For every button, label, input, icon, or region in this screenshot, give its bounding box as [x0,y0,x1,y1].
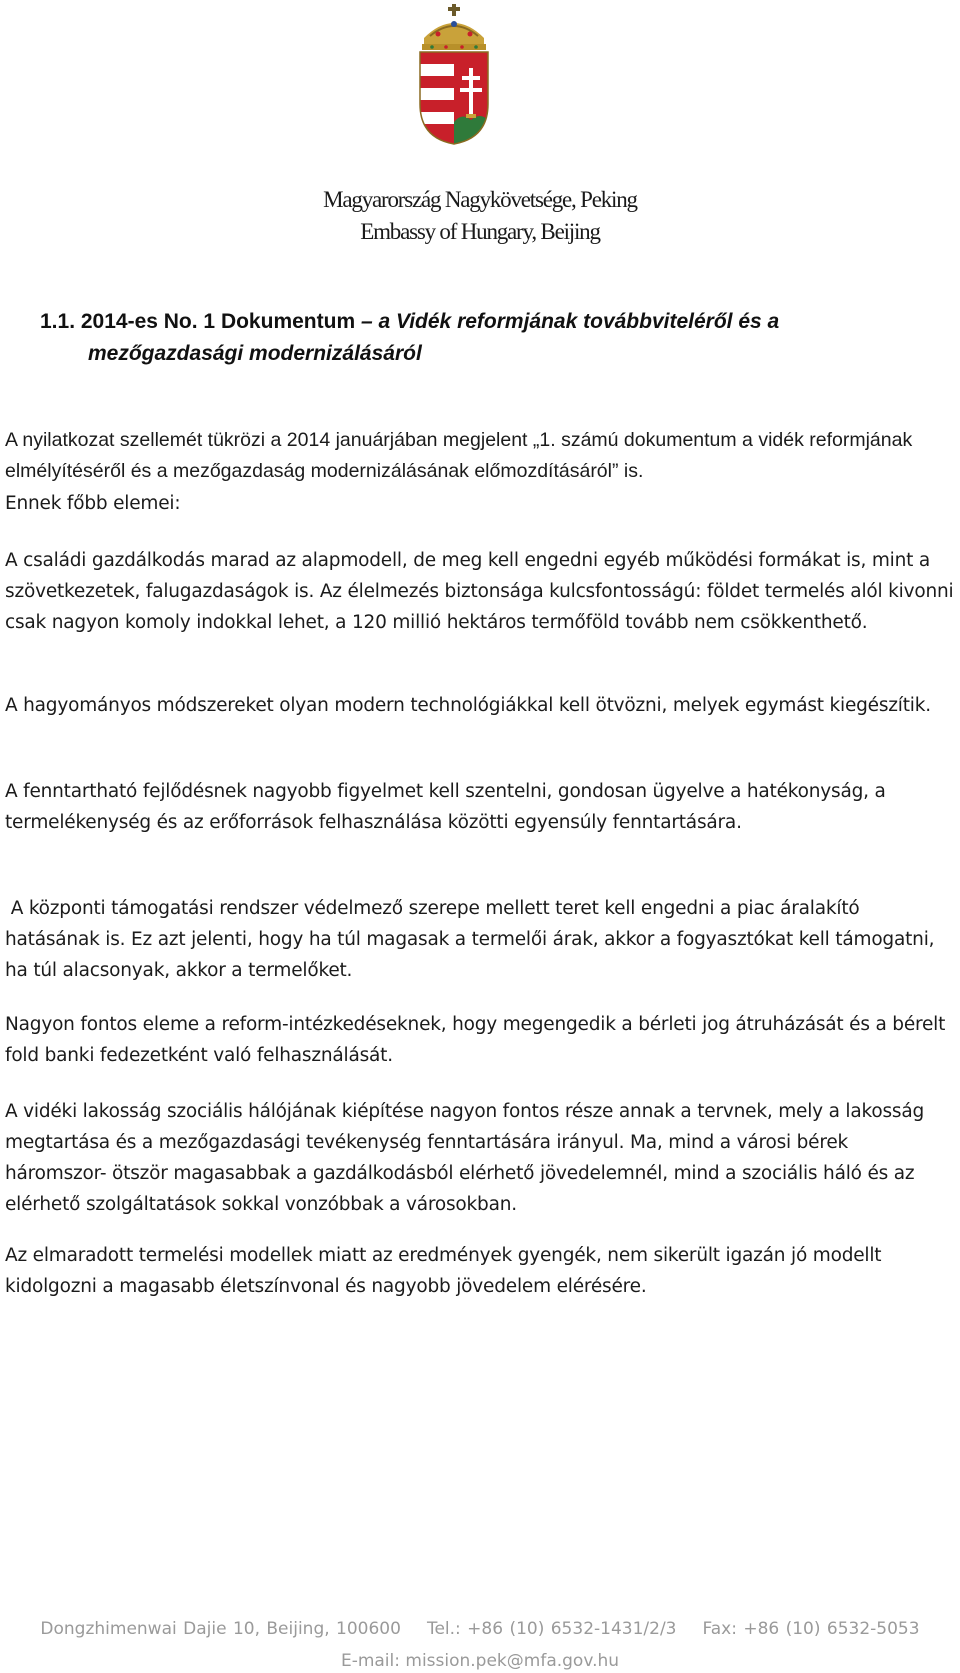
paragraph-family-farming: A családi gazdálkodás marad az alapmodell, de meg kell engedni egyéb működési formákat is, mint a szövetkezetek, falugazdaságok is. Az élelmezés biztonsága kulcsfontosságú: földet termelés alól kivonni csak nagyon komoly indokkal lehet, a 120 millió hektáros termőföld tovább nem csökkenthető. [5,550,954,633]
paragraph-lease-rights: Nagyon fontos eleme a reform-intézkedéseknek, hogy megengedik a bérleti jog átruházását és a bérelt fold banki fedezetként való felhasználását. [5,1014,946,1066]
footer-contact-line [0,1619,960,1639]
hungarian-coat-of-arms [416,4,492,146]
paragraph-elements-heading: Ennek főbb elemei: [5,493,181,514]
paragraph-social-net: A vidéki lakosság szociális hálójának kiépítése nagyon fontos része annak a tervnek, mely a lakosság megtartása és a mezőgazdasági tevékenység fenntartására irányul. Ma, mind a városi bérek háromszor- ötször magasabbak a gazdálkodásból elérhető jövedelemnél, mind a szociális háló és az elérhető szolgáltatások sokkal vonzóbbak a városokban. [5,1101,925,1215]
document-title [40,306,920,370]
embassy-name-english: Embassy of Hungary, Beijing [360,219,600,244]
paragraph-sustainability: A fenntartható fejlődésnek nagyobb figyelmet kell szentelni, gondosan ügyelve a hatékonyság, a termelékenység és az erőforrások felhasználása közötti egyensúly fenntartására. [5,781,886,833]
paragraph-support-system: A központi támogatási rendszer védelmező szerepe mellett teret kell engedni a piac áralakító hatásának is. Ez azt jelenti, hogy ha túl magasak a termelői árak, akkor a fogyasztókat kell támogatni, ha túl alacsonyak, akkor a termelőket. [5,898,941,981]
footer-email: E-mail: mission.pek@mfa.gov.hu [340,1651,620,1671]
embassy-name-hungarian: Magyarország Nagykövetsége, Peking [323,187,637,212]
document-title-text: – a Vidék reformjának továbbviteléről és a [355,310,780,333]
footer-fax: Fax: +86 (10) 6532-5053 [702,1619,920,1639]
document-title-number: 1.1. 2014-es No. 1 Dokumentum [40,310,356,333]
paragraph-traditional-methods: A hagyományos módszereket olyan modern technológiákkal kell ötvözni, melyek egymást kiegészítik. [5,695,931,716]
footer-address: Dongzhimenwai Dajie 10, Beijing, 100600 [40,1619,401,1639]
document-title-line2: mezőgazdasági modernizálásáról [88,342,422,365]
footer-phone: Tel.: +86 (10) 6532-1431/2/3 [426,1619,677,1639]
intro-paragraph: A nyilatkozat szellemét tükrözi a 2014 januárjában megjelent „1. számú dokumentum a vidék reformjának elmélyítéséről és a mezőgazdaság modernizálásának előmozdításáról” is. [5,429,913,482]
paragraph-production-models: Az elmaradott termelési modellek miatt az eredmények gyengék, nem sikerült igazán jó modellt kidolgozni a magasabb életszínvonal és nagyobb jövedelem elérésére. [5,1245,882,1297]
